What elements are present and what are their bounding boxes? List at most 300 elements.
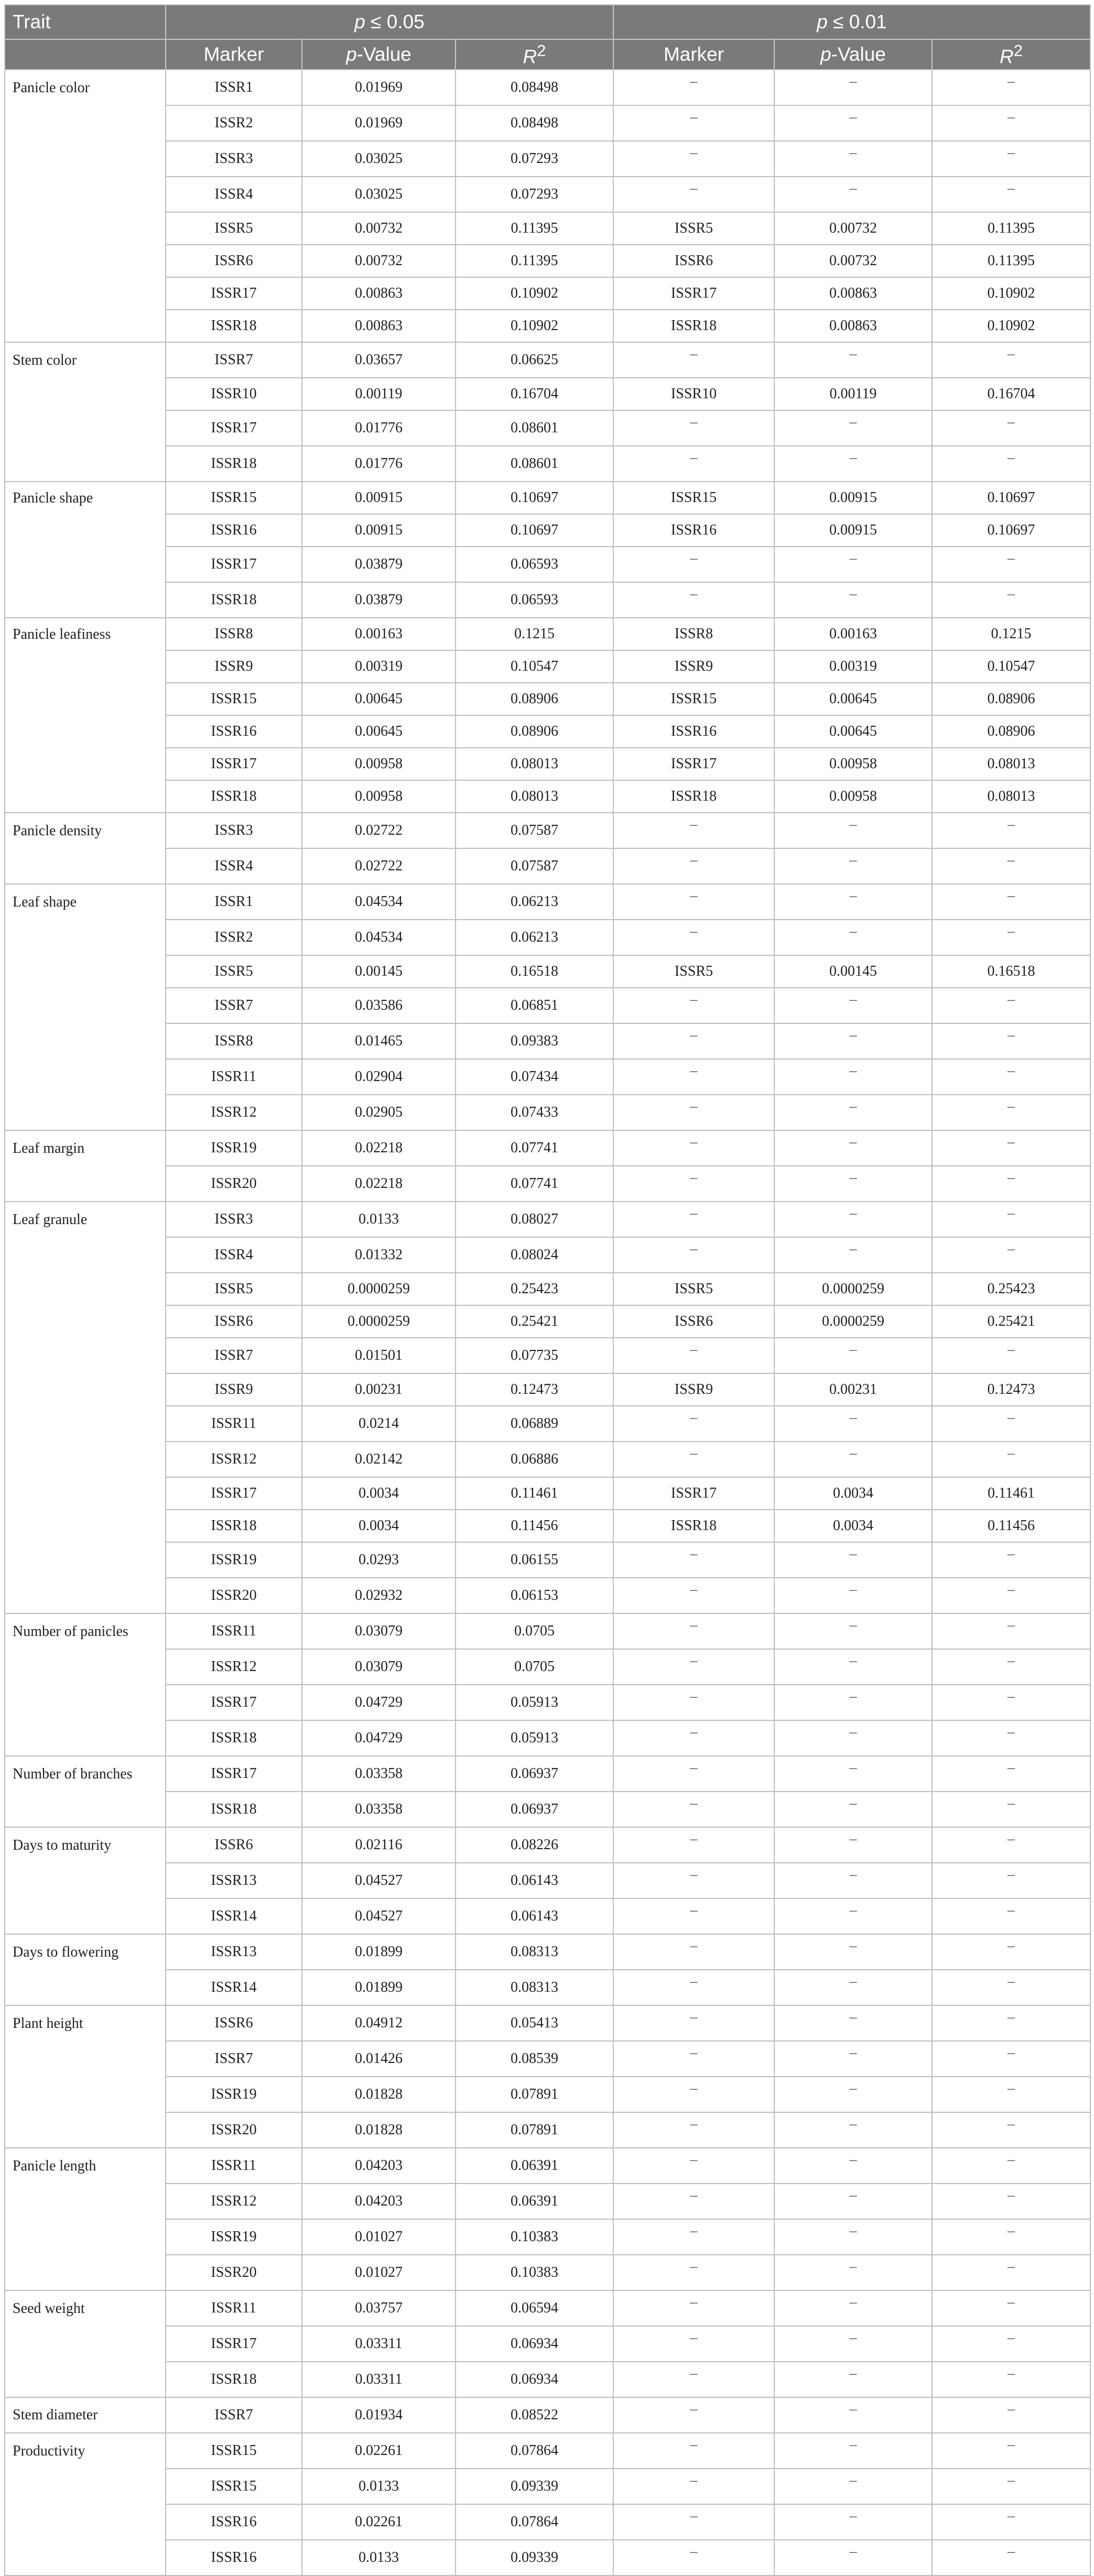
pvalue-p005-cell: 0.02932 [302,1578,456,1613]
marker-p001-cell: – [613,1130,774,1166]
table-row [5,342,1090,378]
pvalue-p001-cell: – [774,1578,932,1613]
header-group-p001-threshold: ≤ 0.01 [827,11,887,32]
pvalue-p005-cell: 0.03879 [302,547,456,582]
r2-p001-cell: – [932,2184,1090,2219]
r2-p005-cell: 0.09383 [456,1023,613,1059]
trait-cell [5,1863,166,1898]
r2-p001-cell: – [932,1202,1090,1237]
r2-p005-cell: 0.1215 [456,618,613,650]
marker-p001-cell: ISSR6 [613,1305,774,1338]
marker-p005-cell: ISSR18 [166,2362,302,2397]
table-row [5,1166,1090,1202]
table-row [5,2433,1090,2469]
trait-cell [5,1578,166,1613]
pvalue-p005-cell: 0.0034 [302,1510,456,1542]
r2-p001-cell: – [932,1578,1090,1613]
marker-p001-cell: – [613,1202,774,1237]
r2-p001-cell: 0.25421 [932,1305,1090,1338]
marker-p005-cell: ISSR18 [166,780,302,813]
r2-p005-cell: 0.25421 [456,1305,613,1338]
r2-p001-cell: 0.08906 [932,683,1090,715]
marker-p005-cell: ISSR11 [166,1406,302,1442]
marker-p001-cell: ISSR15 [613,482,774,514]
pvalue-p005-cell: 0.03879 [302,582,456,618]
r2-p005-cell: 0.11456 [456,1510,613,1542]
pvalue-p005-cell: 0.02722 [302,813,456,848]
pvalue-p005-cell: 0.02142 [302,1442,456,1477]
table-row [5,1477,1090,1510]
pvalue-p001-cell: – [774,342,932,378]
pvalue-p001-cell: – [774,1863,932,1898]
pvalue-p001-cell: – [774,1202,932,1237]
pvalue-p001-cell: – [774,848,932,884]
marker-p005-cell: ISSR2 [166,920,302,955]
r2-p005-cell: 0.0705 [456,1649,613,1685]
table-row [5,1095,1090,1130]
marker-p005-cell: ISSR1 [166,884,302,920]
pvalue-p005-cell: 0.01776 [302,446,456,482]
table-row [5,141,1090,177]
pvalue-p001-cell: – [774,2290,932,2326]
trait-cell: Number of branches [5,1756,166,1792]
table-row [5,1130,1090,1166]
pvalue-p001-cell: – [774,2041,932,2077]
trait-cell [5,748,166,780]
r2-p005-cell: 0.06213 [456,884,613,920]
trait-cell [5,245,166,277]
r2-p005-cell: 0.10383 [456,2255,613,2290]
pvalue-p001-cell: – [774,2504,932,2540]
pvalue-p001-cell: 0.00915 [774,482,932,514]
marker-p005-cell: ISSR16 [166,2504,302,2540]
r2-p005-cell: 0.07741 [456,1130,613,1166]
marker-p005-cell: ISSR15 [166,683,302,715]
pvalue-p001-cell: – [774,1406,932,1442]
marker-p001-cell: – [613,2184,774,2219]
r2-p001-cell: – [932,177,1090,212]
pvalue-p001-cell: 0.00958 [774,780,932,813]
trait-cell [5,1406,166,1442]
r2-p001-cell: – [932,1756,1090,1792]
r2-p005-cell: 0.06391 [456,2148,613,2184]
r2-p001-cell: – [932,1130,1090,1166]
table-row [5,748,1090,780]
header-r2-p001 [932,39,1090,70]
r2-p005-cell: 0.07433 [456,1095,613,1130]
pvalue-p001-cell: – [774,2148,932,2184]
r2-p005-cell: 0.08906 [456,715,613,748]
marker-p001-cell: – [613,70,774,105]
r2-p001-cell: 0.16518 [932,955,1090,988]
marker-p001-cell: ISSR8 [613,618,774,650]
pvalue-p001-cell: – [774,988,932,1023]
trait-cell: Number of panicles [5,1613,166,1649]
marker-p005-cell: ISSR12 [166,1442,302,1477]
marker-p005-cell: ISSR11 [166,1613,302,1649]
table-row [5,650,1090,683]
marker-p005-cell: ISSR6 [166,245,302,277]
r2-p001-cell: 0.08013 [932,748,1090,780]
marker-p001-cell: – [613,1095,774,1130]
marker-p005-cell: ISSR20 [166,1578,302,1613]
marker-trait-association-table [4,4,1091,2576]
marker-p005-cell: ISSR4 [166,848,302,884]
pvalue-p001-cell: – [774,1237,932,1273]
pvalue-p001-cell: – [774,2005,932,2041]
table-row [5,618,1090,650]
pvalue-p001-cell: – [774,2219,932,2255]
table-row [5,1023,1090,1059]
table-row [5,1542,1090,1578]
marker-p005-cell: ISSR17 [166,547,302,582]
marker-p001-cell: – [613,2290,774,2326]
marker-p001-cell: – [613,2041,774,2077]
marker-p005-cell: ISSR18 [166,446,302,482]
r2-p001-cell: – [932,1023,1090,1059]
r2-p001-cell: – [932,1406,1090,1442]
r2-p005-cell: 0.06153 [456,1578,613,1613]
marker-p005-cell: ISSR11 [166,1059,302,1095]
pvalue-p005-cell: 0.01027 [302,2219,456,2255]
r2-p001-cell: – [932,1685,1090,1720]
r2-p001-cell: – [932,1898,1090,1934]
pvalue-p005-cell: 0.01969 [302,70,456,105]
r2-p005-cell: 0.07735 [456,1338,613,1373]
r2-p001-cell: – [932,2255,1090,2290]
pvalue-p005-cell: 0.04534 [302,884,456,920]
pvalue-p005-cell: 0.00645 [302,683,456,715]
pvalue-p005-cell: 0.03079 [302,1649,456,1685]
r2-p001-cell: 0.12473 [932,1373,1090,1406]
pvalue-p001-cell: 0.00732 [774,245,932,277]
table-row [5,2504,1090,2540]
trait-cell [5,2112,166,2148]
r2-p005-cell: 0.06593 [456,582,613,618]
r2-p005-cell: 0.08539 [456,2041,613,2077]
r2-p005-cell: 0.08498 [456,70,613,105]
trait-cell: Seed weight [5,2290,166,2326]
trait-cell [5,2326,166,2362]
table-body [5,70,1090,2575]
pvalue-p001-cell: – [774,2362,932,2397]
table-row [5,2362,1090,2397]
trait-cell [5,1273,166,1305]
trait-cell: Stem diameter [5,2397,166,2433]
pvalue-p005-cell: 0.03079 [302,1613,456,1649]
pvalue-p001-cell: 0.00863 [774,277,932,310]
marker-p005-cell: ISSR6 [166,1305,302,1338]
trait-cell: Plant height [5,2005,166,2041]
trait-cell [5,2469,166,2504]
marker-p005-cell: ISSR8 [166,1023,302,1059]
r2-p001-cell: – [932,105,1090,141]
trait-cell [5,1649,166,1685]
pvalue-p001-cell: – [774,1649,932,1685]
marker-p001-cell: – [613,1934,774,1970]
table-row [5,1649,1090,1685]
table-row [5,2148,1090,2184]
r2-p005-cell: 0.05913 [456,1720,613,1756]
r2-p005-cell: 0.05413 [456,2005,613,2041]
pvalue-p001-cell: – [774,1338,932,1373]
table-row [5,446,1090,482]
table-row [5,177,1090,212]
table-row [5,2184,1090,2219]
r2-p005-cell: 0.06593 [456,547,613,582]
pvalue-p001-cell: 0.00645 [774,683,932,715]
header-pvalue-p001-text: -Value [831,43,886,65]
r2-p005-cell: 0.08601 [456,446,613,482]
r2-p001-cell: 0.11461 [932,1477,1090,1510]
r2-p001-cell: – [932,1792,1090,1827]
pvalue-p001-cell: – [774,1095,932,1130]
r2-p005-cell: 0.12473 [456,1373,613,1406]
pvalue-p001-cell: 0.00915 [774,514,932,547]
r2-p005-cell: 0.09339 [456,2469,613,2504]
marker-p005-cell: ISSR5 [166,212,302,245]
marker-p005-cell: ISSR9 [166,1373,302,1406]
r2-p005-cell: 0.07891 [456,2112,613,2148]
marker-p005-cell: ISSR16 [166,514,302,547]
trait-cell [5,1542,166,1578]
r2-p001-cell: – [932,1059,1090,1095]
marker-p001-cell: – [613,1685,774,1720]
trait-cell: Panicle length [5,2148,166,2184]
marker-p005-cell: ISSR12 [166,2184,302,2219]
r2-p001-cell: 0.11395 [932,212,1090,245]
marker-p005-cell: ISSR9 [166,650,302,683]
trait-cell [5,2041,166,2077]
table-row [5,1970,1090,2005]
pvalue-p001-cell: – [774,2433,932,2469]
marker-p005-cell: ISSR7 [166,988,302,1023]
marker-p005-cell: ISSR5 [166,1273,302,1305]
pvalue-p001-cell: 0.00958 [774,748,932,780]
pvalue-p001-cell: – [774,2255,932,2290]
marker-p001-cell: ISSR17 [613,277,774,310]
pvalue-p005-cell: 0.04729 [302,1720,456,1756]
marker-p001-cell: – [613,1442,774,1477]
r2-p001-cell: 0.10547 [932,650,1090,683]
r2-p005-cell: 0.08906 [456,683,613,715]
r2-p001-cell: – [932,2540,1090,2575]
marker-p001-cell: – [613,848,774,884]
r2-p005-cell: 0.08024 [456,1237,613,1273]
marker-p001-cell: ISSR18 [613,1510,774,1542]
r2-p001-cell: – [932,1338,1090,1373]
pvalue-p001-cell: – [774,1023,932,1059]
marker-p001-cell: – [613,2362,774,2397]
table-row [5,378,1090,410]
pvalue-p001-cell: – [774,1685,932,1720]
pvalue-p001-cell: – [774,1166,932,1202]
table-row [5,2326,1090,2362]
pvalue-p005-cell: 0.02218 [302,1130,456,1166]
trait-cell: Leaf granule [5,1202,166,1237]
pvalue-p005-cell: 0.03311 [302,2326,456,2362]
pvalue-p001-cell: – [774,1613,932,1649]
r2-p005-cell: 0.06143 [456,1863,613,1898]
r2-p001-cell: 0.08906 [932,715,1090,748]
trait-cell [5,650,166,683]
pvalue-p001-cell: 0.00145 [774,955,932,988]
marker-p001-cell: ISSR9 [613,650,774,683]
marker-p005-cell: ISSR19 [166,1542,302,1578]
table-row [5,955,1090,988]
marker-p005-cell: ISSR18 [166,1720,302,1756]
pvalue-p001-cell: – [774,1059,932,1095]
pvalue-p005-cell: 0.02261 [302,2504,456,2540]
pvalue-p005-cell: 0.00119 [302,378,456,410]
marker-p001-cell: ISSR10 [613,378,774,410]
trait-cell [5,2540,166,2575]
pvalue-p005-cell: 0.03586 [302,988,456,1023]
pvalue-p005-cell: 0.00915 [302,482,456,514]
pvalue-p005-cell: 0.02116 [302,1827,456,1863]
r2-p001-cell: – [932,2469,1090,2504]
pvalue-p001-cell: 0.00119 [774,378,932,410]
r2-p005-cell: 0.08498 [456,105,613,141]
r2-p001-cell: – [932,1166,1090,1202]
pvalue-p001-cell: – [774,141,932,177]
marker-p005-cell: ISSR6 [166,2005,302,2041]
table-row [5,715,1090,748]
marker-p005-cell: ISSR7 [166,2041,302,2077]
marker-p001-cell: – [613,2326,774,2362]
marker-p001-cell: – [613,1649,774,1685]
table-row [5,780,1090,813]
r2-p001-cell: – [932,920,1090,955]
pvalue-p005-cell: 0.0133 [302,2540,456,2575]
pvalue-p005-cell: 0.00915 [302,514,456,547]
r2-p001-cell: – [932,988,1090,1023]
table-row [5,848,1090,884]
marker-p001-cell: – [613,1792,774,1827]
r2-p005-cell: 0.11395 [456,212,613,245]
marker-p001-cell: ISSR16 [613,715,774,748]
r2-p005-cell: 0.08313 [456,1970,613,2005]
marker-p005-cell: ISSR18 [166,1792,302,1827]
trait-cell [5,1373,166,1406]
pvalue-p001-cell: 0.00231 [774,1373,932,1406]
pvalue-p005-cell: 0.0000259 [302,1273,456,1305]
r2-p001-cell: – [932,1934,1090,1970]
trait-cell [5,2184,166,2219]
r2-p001-cell: – [932,2112,1090,2148]
trait-cell [5,920,166,955]
r2-p005-cell: 0.06625 [456,342,613,378]
marker-p001-cell: – [613,1720,774,1756]
r2-p001-cell: 0.10697 [932,482,1090,514]
pvalue-p001-cell: – [774,1542,932,1578]
table-header [5,5,1090,70]
pvalue-p005-cell: 0.01828 [302,2112,456,2148]
pvalue-p001-cell: 0.00732 [774,212,932,245]
trait-cell [5,547,166,582]
marker-p001-cell: – [613,2504,774,2540]
r2-p005-cell: 0.07587 [456,813,613,848]
trait-cell [5,1970,166,2005]
pvalue-p001-cell: – [774,70,932,105]
r2-p005-cell: 0.07434 [456,1059,613,1095]
pvalue-p005-cell: 0.01426 [302,2041,456,2077]
pvalue-p005-cell: 0.01501 [302,1338,456,1373]
r2-p005-cell: 0.10697 [456,482,613,514]
table-row [5,1338,1090,1373]
r2-p005-cell: 0.25423 [456,1273,613,1305]
table-row [5,884,1090,920]
table-row [5,1578,1090,1613]
pvalue-p001-cell: 0.00863 [774,310,932,342]
trait-cell [5,105,166,141]
r2-p001-cell: – [932,1649,1090,1685]
marker-p005-cell: ISSR18 [166,582,302,618]
r2-p001-cell: 0.11395 [932,245,1090,277]
table-row [5,1305,1090,1338]
pvalue-p001-cell: – [774,2077,932,2112]
pvalue-p005-cell: 0.0000259 [302,1305,456,1338]
r2-p005-cell: 0.08013 [456,780,613,813]
trait-cell [5,955,166,988]
r2-p005-cell: 0.08226 [456,1827,613,1863]
r2-p001-cell: 0.16704 [932,378,1090,410]
marker-p005-cell: ISSR10 [166,378,302,410]
r2-p001-cell: – [932,446,1090,482]
marker-p005-cell: ISSR18 [166,310,302,342]
pvalue-p005-cell: 0.04729 [302,1685,456,1720]
marker-p001-cell: – [613,1578,774,1613]
header-row-groups [5,5,1090,39]
r2-p001-cell: 0.10902 [932,277,1090,310]
r2-p005-cell: 0.10547 [456,650,613,683]
pvalue-p001-cell: – [774,446,932,482]
header-pvalue-p005-symbol: p [346,43,357,65]
trait-cell: Panicle leafiness [5,618,166,650]
pvalue-p001-cell: – [774,2184,932,2219]
marker-p001-cell: ISSR16 [613,514,774,547]
r2-p001-cell: – [932,1613,1090,1649]
pvalue-p005-cell: 0.00732 [302,212,456,245]
header-trait: Trait [5,5,166,39]
trait-cell: Days to maturity [5,1827,166,1863]
table-row [5,582,1090,618]
marker-p005-cell: ISSR13 [166,1863,302,1898]
table-row [5,2540,1090,2575]
marker-p001-cell: ISSR15 [613,683,774,715]
r2-p005-cell: 0.06934 [456,2326,613,2362]
pvalue-p005-cell: 0.00863 [302,277,456,310]
pvalue-p005-cell: 0.00958 [302,780,456,813]
marker-p001-cell: – [613,1338,774,1373]
r2-p005-cell: 0.07891 [456,2077,613,2112]
marker-p001-cell: – [613,2005,774,2041]
pvalue-p005-cell: 0.01934 [302,2397,456,2433]
marker-p001-cell: – [613,582,774,618]
pvalue-p001-cell: – [774,410,932,446]
pvalue-p005-cell: 0.04203 [302,2184,456,2219]
table-row [5,988,1090,1023]
table-row [5,2397,1090,2433]
r2-p005-cell: 0.06594 [456,2290,613,2326]
trait-cell [5,1510,166,1542]
marker-p005-cell: ISSR17 [166,1685,302,1720]
pvalue-p001-cell: – [774,2326,932,2362]
trait-cell [5,1059,166,1095]
r2-p005-cell: 0.11395 [456,245,613,277]
marker-p001-cell: – [613,1613,774,1649]
marker-p005-cell: ISSR3 [166,1202,302,1237]
